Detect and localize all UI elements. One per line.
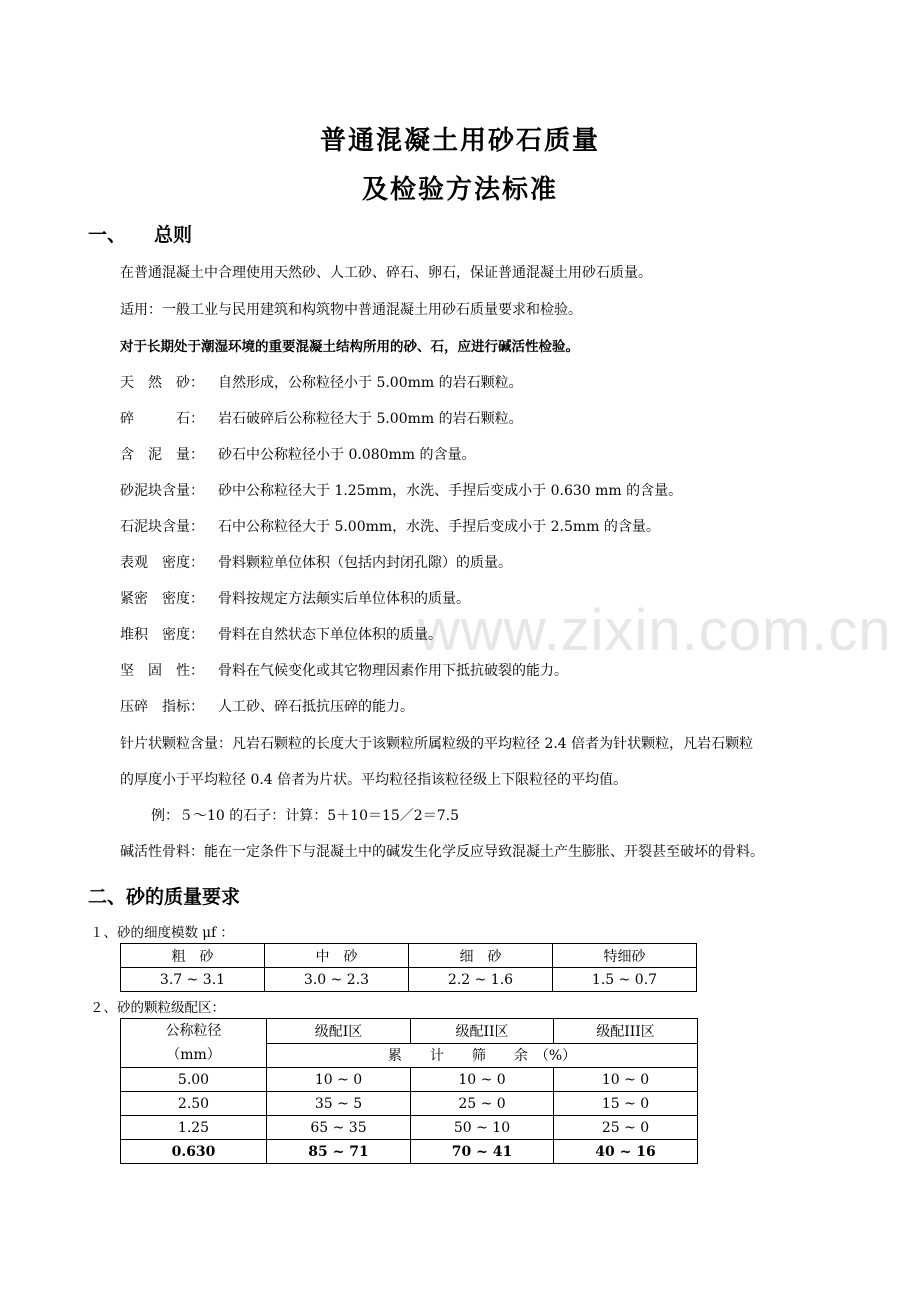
needle-flake-definition-line2: 的厚度小于平均粒径 0.4 倍者为片状。平均粒径指该粒径级上下限粒径的平均值。 [120, 772, 628, 788]
zone-header-cell: 级配I区 [267, 1019, 411, 1044]
table-cell: 65 ~ 35 [267, 1116, 411, 1140]
document-title-line1: 普通混凝土用砂石质量 [319, 126, 600, 156]
definition-sand-clay-lump [120, 482, 682, 500]
definition-crushed-stone [120, 410, 523, 428]
definition-bulk-density [120, 626, 442, 644]
table-header-cell: 细 砂 [409, 944, 553, 968]
table-cell: 1.5 ~ 0.7 [553, 968, 697, 992]
definition-compact-density [120, 590, 470, 608]
zone-header-cell: 级配II区 [411, 1019, 554, 1044]
definition-stone-clay-lump [120, 518, 660, 536]
table-header-row [121, 1019, 698, 1044]
definition-text: 石中公称粒径大于 5.00mm，水洗、手捏后变成小于 2.5mm 的含量。 [218, 519, 660, 535]
table-row [121, 1068, 698, 1092]
definition-term: 碎 石： [120, 411, 204, 427]
size-header-cell [121, 1019, 267, 1068]
grading-zone-label: ２、砂的颗粒级配区： [90, 1000, 225, 1016]
table-cell: 3.7 ~ 3.1 [121, 968, 265, 992]
table-cell: 2.2 ~ 1.6 [409, 968, 553, 992]
table-cell: 0.630 [121, 1140, 267, 1164]
section2-heading: 二、砂的质量要求 [88, 886, 241, 908]
size-header-line1: 公称粒径 [165, 1023, 222, 1039]
table-cell: 70 ~ 41 [411, 1140, 554, 1164]
definition-term: 坚 固 性： [120, 663, 204, 679]
table-cell: 2.50 [121, 1092, 267, 1116]
definition-term: 砂泥块含量： [120, 483, 204, 499]
table-header-row [121, 944, 697, 968]
fineness-modulus-label: １、砂的细度模数 μf ： [90, 925, 234, 941]
intro-paragraph-2: 适用：一般工业与民用建筑和构筑物中普通混凝土用砂石质量要求和检验。 [120, 302, 582, 318]
table-cell: 10 ~ 0 [554, 1068, 698, 1092]
definition-term: 石泥块含量： [120, 519, 204, 535]
table-row [121, 1092, 698, 1116]
table-cell: 25 ~ 0 [554, 1116, 698, 1140]
definition-term: 紧密 密度： [120, 591, 204, 607]
definition-term: 堆积 密度： [120, 627, 204, 643]
cumulative-retained-header: 累 计 筛 余 （%） [267, 1043, 698, 1068]
document-title-line2: 及检验方法标准 [361, 175, 558, 205]
alkali-reactive-aggregate-definition: 碱活性骨料：能在一定条件下与混凝土中的碱发生化学反应导致混凝土产生膨胀、开裂甚至破坏的骨料。 [120, 844, 764, 860]
size-header-line2: （mm） [166, 1047, 221, 1063]
zone-header-cell: 级配III区 [554, 1019, 698, 1044]
alkali-test-note: 对于长期处于潮湿环境的重要混凝土结构所用的砂、石，应进行碱活性检验。 [120, 339, 579, 355]
table-row [121, 1116, 698, 1140]
table-cell: 25 ~ 0 [411, 1092, 554, 1116]
table-row [121, 1140, 698, 1164]
average-size-example: 例：５～10 的石子：计算：5＋10＝15／2＝7.5 [151, 808, 459, 824]
definition-text: 骨料在自然状态下单位体积的质量。 [218, 627, 442, 643]
table-cell: 3.0 ~ 2.3 [265, 968, 409, 992]
table-cell: 50 ~ 10 [411, 1116, 554, 1140]
watermark: www.zixin.com.cn [418, 598, 892, 663]
definition-term: 表观 密度： [120, 555, 204, 571]
definition-soundness [120, 662, 568, 680]
intro-paragraph-1: 在普通混凝土中合理使用天然砂、人工砂、碎石、卵石，保证普通混凝土用砂石质量。 [120, 265, 652, 281]
section1-title: 总则 [154, 224, 193, 246]
section1-number: 一、 [88, 224, 127, 246]
table-cell: 85 ~ 71 [267, 1140, 411, 1164]
definition-crushing-index [120, 698, 414, 716]
needle-flake-definition-line1: 针片状颗粒含量：凡岩石颗粒的长度大于该颗粒所属粒级的平均粒径 2.4 倍者为针状颗粒，凡岩石颗粒 [120, 736, 754, 752]
table-cell: 15 ~ 0 [554, 1092, 698, 1116]
definition-mud-content [120, 446, 476, 464]
definition-text: 岩石破碎后公称粒径大于 5.00mm 的岩石颗粒。 [218, 411, 523, 427]
definition-text: 骨料颗粒单位体积（包括内封闭孔隙）的质量。 [218, 555, 512, 571]
definition-apparent-density [120, 554, 512, 572]
table-cell: 5.00 [121, 1068, 267, 1092]
definition-term: 含 泥 量： [120, 447, 204, 463]
definition-text: 人工砂、碎石抵抗压碎的能力。 [218, 699, 414, 715]
definition-term: 压碎 指标： [120, 699, 204, 715]
table-header-cell: 特细砂 [553, 944, 697, 968]
grading-zone-table [120, 1018, 698, 1164]
table-cell: 35 ~ 5 [267, 1092, 411, 1116]
definition-text: 骨料按规定方法颠实后单位体积的质量。 [218, 591, 470, 607]
definition-text: 砂中公称粒径大于 1.25mm，水洗、手捏后变成小于 0.630 mm 的含量。 [218, 483, 683, 499]
definition-text: 骨料在气候变化或其它物理因素作用下抵抗破裂的能力。 [218, 663, 568, 679]
definition-text: 自然形成，公称粒径小于 5.00mm 的岩石颗粒。 [218, 375, 523, 391]
section1-heading [88, 220, 192, 247]
table-cell: 10 ~ 0 [267, 1068, 411, 1092]
table-row [121, 968, 697, 992]
fineness-modulus-table [120, 943, 697, 992]
table-cell: 1.25 [121, 1116, 267, 1140]
table-header-cell: 中 砂 [265, 944, 409, 968]
table-cell: 40 ~ 16 [554, 1140, 698, 1164]
definition-text: 砂石中公称粒径小于 0.080mm 的含量。 [218, 447, 476, 463]
table-cell: 10 ~ 0 [411, 1068, 554, 1092]
definition-term: 天 然 砂： [120, 375, 204, 391]
definition-natural-sand [120, 374, 523, 392]
table-header-cell: 粗 砂 [121, 944, 265, 968]
